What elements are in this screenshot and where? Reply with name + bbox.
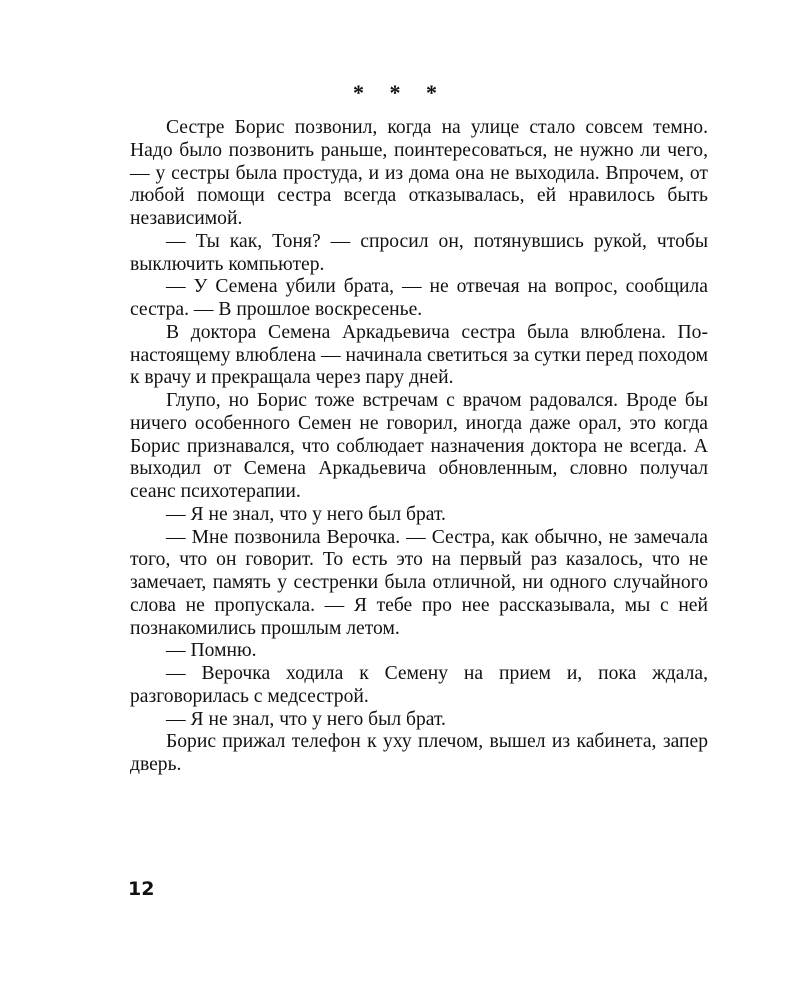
paragraph: — Мне позвонила Верочка. — Сестра, как обычно, не замечала того, что он говорит. То есть это на первый раз казалось, что не замечает, память у сестренки была отличной, ни одного случайного слова не пропускала. — Я тебе про нее рассказывала, мы с ней познакомились прошлым летом. [130, 526, 708, 639]
paragraph: — Я не знал, что у него был брат. [166, 503, 446, 525]
paragraph: Глупо, но Борис тоже встречам с врачом радовался. Вроде бы ничего особенного Семен не говорил, иногда даже орал, это когда Борис признавался, что соблюдает назначения доктора не всегда. А выходил от Семена Аркадьевича обновленным, словно получал сеанс психотерапии. [130, 390, 708, 502]
body-text [130, 117, 708, 777]
section-separator: * * * [353, 80, 447, 105]
paragraph: — Помню. [166, 640, 257, 662]
paragraph: — Ты как, Тоня? — спросил он, потянувшись рукой, чтобы выключить компьютер. [130, 230, 708, 275]
paragraph: Сестре Борис позвонил, когда на улице стало совсем темно. Надо было позвонить раньше, поинтересоваться, не нужно ли чего, — у сестры была простуда, и из дома она не выходила. Впрочем, от любой помощи сестра всегда отказывалась, ей нравилось быть независимой. [130, 117, 708, 229]
paragraph: — У Семена убили брата, — не отвечая на вопрос, сообщила сестра. — В прошлое воскресенье. [130, 276, 708, 320]
page-number: 12 [128, 878, 155, 900]
paragraph: — Я не знал, что у него был брат. [166, 708, 446, 730]
paragraph: Борис прижал телефон к уху плечом, вышел из кабинета, запер дверь. [130, 731, 708, 775]
paragraph: В доктора Семена Аркадьевича сестра была влюблена. По-настоящему влюблена — начинала светиться за сутки перед походом к врачу и прекращала через пару дней. [130, 321, 708, 389]
paragraph: — Верочка ходила к Семену на прием и, пока ждала, разговорилась с медсестрой. [130, 663, 708, 707]
